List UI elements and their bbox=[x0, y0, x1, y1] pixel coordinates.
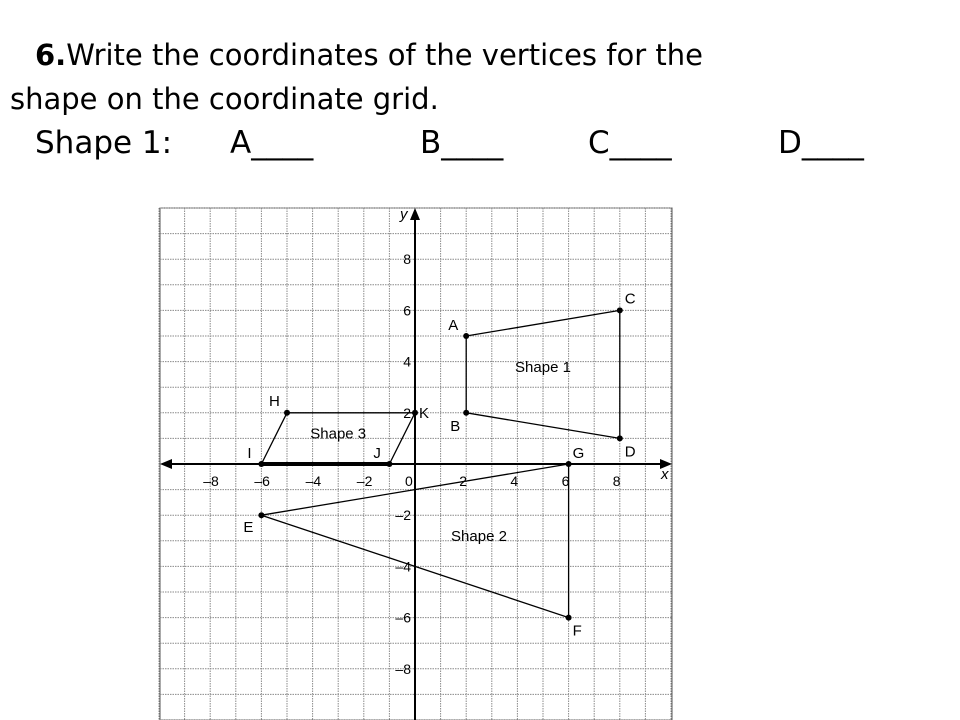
vertex-point-g bbox=[566, 461, 572, 467]
answer-blank-b: B____ bbox=[420, 125, 504, 161]
vertex-point-a bbox=[463, 333, 469, 339]
x-tick-label: 8 bbox=[612, 473, 621, 489]
answer-blank-a: A____ bbox=[230, 125, 314, 161]
x-tick-label: 6 bbox=[561, 473, 570, 489]
vertex-label-j: J bbox=[373, 445, 381, 462]
vertex-point-k bbox=[412, 410, 418, 416]
y-tick-label: 8 bbox=[403, 251, 411, 268]
shape-prompt: Shape 1: bbox=[35, 125, 173, 161]
shape-label: Shape 2 bbox=[451, 527, 507, 545]
question-text-line-1: Write the coordinates of the vertices for the bbox=[66, 38, 703, 72]
vertex-label-e: E bbox=[243, 519, 254, 537]
shape-label: Shape 1 bbox=[515, 358, 571, 376]
vertex-label-a: A bbox=[448, 317, 459, 334]
vertex-point-e bbox=[258, 512, 264, 518]
vertex-label-f: F bbox=[572, 622, 582, 640]
vertex-label-g: G bbox=[572, 445, 585, 462]
y-tick-label: 4 bbox=[403, 353, 411, 370]
vertex-point-j bbox=[386, 461, 392, 467]
answer-blank-c: C____ bbox=[588, 125, 672, 161]
vertex-point-d bbox=[617, 435, 623, 441]
vertex-label-c: C bbox=[624, 290, 636, 308]
y-tick-label: 6 bbox=[403, 302, 411, 319]
vertex-point-b bbox=[463, 410, 469, 416]
x-tick-label: 4 bbox=[510, 473, 519, 489]
question-line-2: shape on the coordinate grid. bbox=[10, 82, 439, 116]
y-tick-label: 2 bbox=[403, 404, 411, 421]
question-number: 6. bbox=[35, 38, 67, 72]
vertex-point-f bbox=[566, 615, 572, 621]
vertex-label-h: H bbox=[269, 392, 280, 410]
x-tick-label: –6 bbox=[254, 473, 270, 489]
x-axis-label: x bbox=[661, 466, 669, 483]
answer-blank-d: D____ bbox=[778, 125, 864, 161]
vertex-point-i bbox=[258, 461, 264, 467]
y-tick-label: –2 bbox=[395, 507, 411, 524]
vertex-label-k: K bbox=[419, 404, 430, 422]
vertex-label-d: D bbox=[624, 443, 636, 461]
vertex-point-c bbox=[617, 307, 623, 313]
x-tick-label: –4 bbox=[305, 473, 322, 489]
x-tick-label: 0 bbox=[405, 473, 413, 489]
vertex-label-b: B bbox=[450, 417, 461, 435]
y-tick-label: –4 bbox=[395, 558, 411, 575]
shape-label: Shape 3 bbox=[310, 425, 367, 443]
x-tick-label: 2 bbox=[459, 473, 467, 489]
y-tick-label: –6 bbox=[395, 609, 411, 626]
y-tick-label: –8 bbox=[395, 660, 411, 677]
y-axis-label: y bbox=[400, 206, 408, 223]
x-tick-label: –2 bbox=[356, 473, 373, 489]
x-tick-label: –8 bbox=[203, 473, 219, 489]
vertex-point-h bbox=[284, 410, 290, 416]
vertex-label-i: I bbox=[247, 445, 252, 462]
